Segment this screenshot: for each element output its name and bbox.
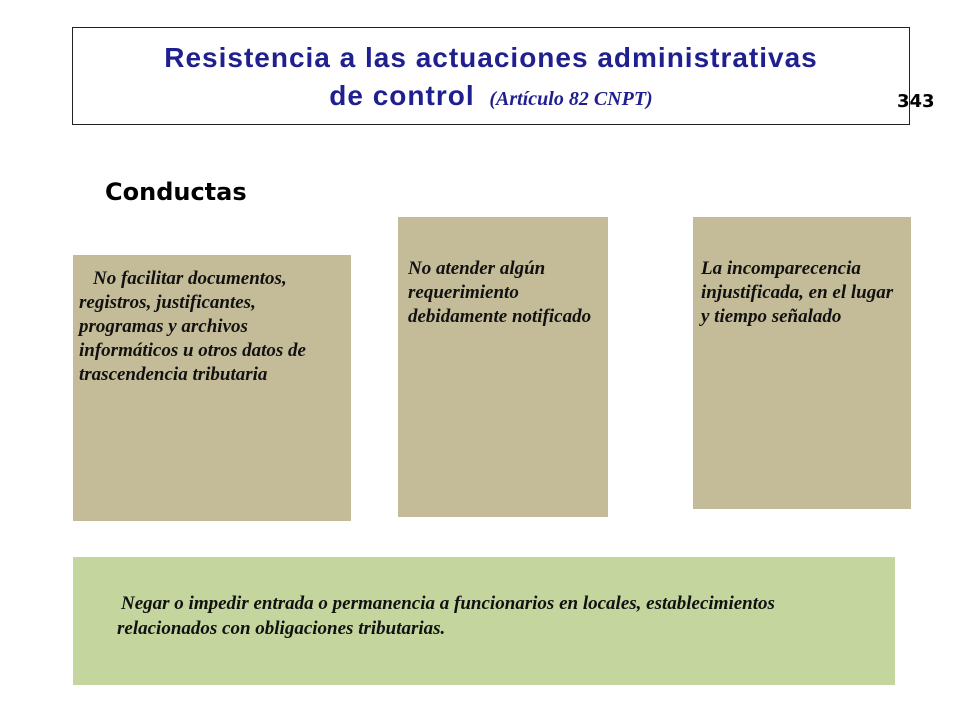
title-line-2	[73, 80, 909, 112]
conduct-card-requirement	[398, 217, 608, 517]
conduct-card-text: La incomparecencia injustificada, en el lugar y tiempo señalado	[701, 258, 894, 327]
conduct-card-text: No facilitar documentos, registros, justificantes, programas y archivos informáticos u otros datos de trascendencia tributaria	[79, 268, 306, 385]
title-line-1: Resistencia a las actuaciones administrativas	[164, 42, 818, 73]
conduct-card-documents	[73, 255, 351, 521]
page-number: 343	[897, 91, 935, 112]
conduct-card-text: Negar o impedir entrada o permanencia a funcionarios en locales, establecimientos relacionados con obligaciones tributarias.	[117, 593, 775, 639]
section-heading: Conductas	[105, 178, 247, 206]
title-main-part: de control	[329, 80, 475, 111]
title-box	[72, 27, 935, 125]
title-article-reference: (Artículo 82 CNPT)	[489, 88, 653, 110]
conduct-card-entry-denial	[73, 557, 895, 685]
conduct-card-non-appearance	[693, 217, 911, 509]
conduct-card-text: No atender algún requerimiento debidamente notificado	[408, 258, 592, 327]
